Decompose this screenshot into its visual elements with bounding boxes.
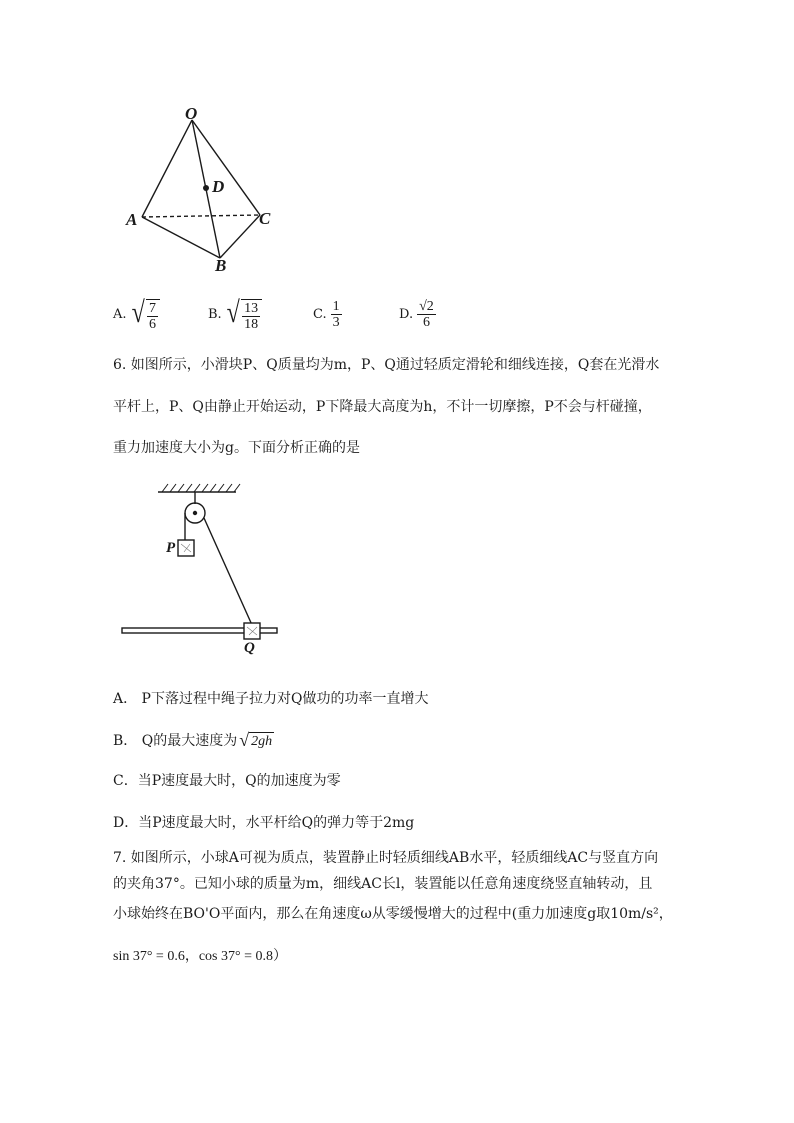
- q5-option-d[interactable]: [399, 299, 436, 330]
- point-D: [203, 185, 209, 191]
- edge-AC-hidden: [142, 215, 260, 217]
- option-b-prefix: B.: [208, 306, 222, 322]
- option-d-prefix: D.: [399, 307, 414, 322]
- label-A: A: [126, 210, 138, 229]
- label-C: C: [259, 209, 271, 228]
- q6-option-a[interactable]: A． P下落过程中绳子拉力对Q做功的功率一直增大: [113, 691, 429, 707]
- label-B: B: [215, 256, 227, 275]
- fraction-numerator: 7: [149, 301, 156, 316]
- fraction-numerator: 1: [332, 299, 340, 314]
- label-P: P: [166, 540, 176, 556]
- pulley-axle: [194, 512, 197, 515]
- label-Q: Q: [244, 640, 255, 656]
- rope-to-Q: [204, 518, 252, 625]
- q7-line-3: 小球始终在BO'O平面内，那么在角速度ω从零缓慢增大的过程中(重力加速度g取10m/s²，: [113, 906, 673, 922]
- edge-OA: [142, 120, 192, 217]
- fraction-denominator: 3: [332, 315, 340, 330]
- fraction-denominator: 6: [422, 315, 430, 330]
- q6-line-1: 6. 如图所示，小滑块P、Q质量均为m，P、Q通过轻质定滑轮和细线连接，Q套在光滑水: [113, 357, 660, 373]
- tetrahedron-figure: [120, 100, 290, 280]
- q6-line-2: 平杆上，P、Q由静止开始运动，P下降最大高度为h，不计一切摩擦，P不会与杆碰撞，: [113, 399, 652, 415]
- label-D: D: [212, 177, 225, 196]
- q5-option-c[interactable]: [313, 299, 342, 330]
- q6-line-3: 重力加速度大小为g。下面分析正确的是: [113, 440, 360, 456]
- q6-option-c[interactable]: C．当P速度最大时，Q的加速度为零: [113, 773, 341, 789]
- fraction-numerator: √2: [419, 299, 434, 314]
- q7-line-4: sin 37° = 0.6，cos 37° = 0.8）: [113, 949, 287, 964]
- q6-option-d[interactable]: D．当P速度最大时，水平杆给Q的弹力等于2mg: [113, 815, 415, 831]
- sqrt-expression: √ $\frac{13}{18}$: [225, 296, 262, 332]
- q6-option-b[interactable]: [113, 730, 274, 751]
- sqrt-expression: √ 2gh: [239, 730, 273, 750]
- q5-option-a[interactable]: [113, 296, 160, 332]
- fraction-denominator: 18: [244, 317, 259, 332]
- fraction-numerator: 13: [244, 301, 259, 316]
- radicand: 2gh: [251, 734, 273, 749]
- edge-CB: [220, 215, 260, 258]
- option-a-prefix: A.: [113, 306, 127, 322]
- sqrt-expression: √ $\frac{7}{6}$: [130, 296, 160, 332]
- q7-line-2: 的夹角37°。已知小球的质量为m，细线AC长l，装置能以任意角速度绕竖直轴转动，且: [113, 876, 653, 892]
- option-b-text: B． Q的最大速度为: [113, 732, 238, 749]
- q7-line-1: 7. 如图所示，小球A可视为质点，装置静止时轻质细线AB水平，轻质细线AC与竖直方向: [113, 850, 659, 866]
- label-O: O: [185, 104, 198, 123]
- option-c-prefix: C.: [313, 307, 327, 322]
- q5-option-b[interactable]: [208, 296, 262, 332]
- edge-AB: [142, 217, 220, 258]
- fraction-denominator: 6: [149, 317, 156, 332]
- pulley-figure: [118, 480, 288, 660]
- ceiling-hatch: [162, 484, 240, 492]
